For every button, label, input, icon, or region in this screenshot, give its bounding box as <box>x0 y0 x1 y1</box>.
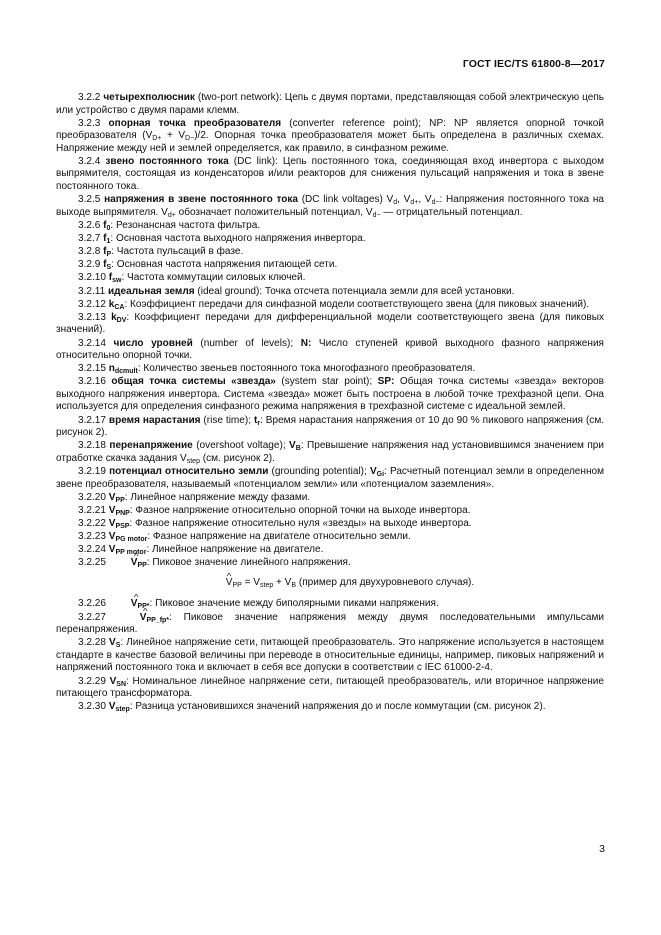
term-3-2-30: 3.2.30 $V_{step}$: Разница установившихся значений напряжения до и после коммутации (см. рисунок 2). <box>78 701 546 714</box>
term-3-2-22: 3.2.22 $V_{PSP}$: Фазное напряжение относительно нуля «звезды» на выходе инвертора. <box>78 517 472 530</box>
term-3-2-13: 3.2.13 $k_{DV}$: Коэффициент передачи для дифференциальной модели соответствующего звена (для пиковых значений). <box>56 311 604 336</box>
term-3-2-20: 3.2.20 $V_{PP}$: Линейное напряжение между фазами. <box>78 491 311 504</box>
term-3-2-28: 3.2.28 $V_S$: Линейное напряжение сети, питающей преобразователь. Это напряжение используется в настоящем стандарте в качестве базовой величины при переводе в относительные единицы, например, пиковых напряжений и напряжений постоянного тока и включает в себя все допуски в соответствии с IEC 61000-2-4. <box>56 637 604 674</box>
term-3-2-21: 3.2.21 $V_{PNP}$: Фазное напряжение относительно опорной точки на выходе инвертора. <box>78 504 471 517</box>
formula-vpp: ^ $V_{PP} = V_{step} + V_B$ (пример для двухуровневого случая). <box>96 577 604 590</box>
term-3-2-8: 3.2.8 $f_P$: Частота пульсаций в фазе. <box>78 246 244 259</box>
term-3-2-4: 3.2.4 звено постоянного тока (DC link): Цепь постоянного тока, соединяющая вход инвертора с выходом выпрямителя, состоящая из конденсаторов и/или реакторов для снижения пульсаций напряжения и тока в звене постоянного тока. <box>56 155 605 193</box>
term-3-2-17: 3.2.17 время нарастания (rise time); $t_r$: Время нарастания напряжения от 10 до 90 % пикового напряжения (см. рисунок 2). <box>56 414 605 439</box>
term-3-2-27: 3.2.27 ^ $V_{PP\_fp*}$: Пиковое значение напряжения между двумя последовательными импульсами перенапряжения. <box>56 612 604 637</box>
term-3-2-16: 3.2.16 общая точка системы «звезда» (system star point); SP: Общая точка системы «звезда» векторов выходного напряжения инвертора. Система «звезда» может быть построена в любой точке трехфазной цепи. Она используется для определения синфазного режима напряжения в трехфазной системе с идеальной землей. <box>56 376 604 413</box>
term-3-2-25: 3.2.25 ^ $V_{PP}$: Пиковое значение линейного напряжения. <box>56 557 604 570</box>
term-3-2-29: 3.2.29 $V_{SN}$: Номинальное линейное напряжение сети, питающей преобразователь, или вторичное напряжение питающего трансформатора. <box>56 675 604 700</box>
term-3-2-9: 3.2.9 $f_S$: Основная частота напряжения питающей сети. <box>78 259 338 272</box>
term-3-2-15: 3.2.15 $n_{dcmult}$: Количество звеньев постоянного тока многофазного преобразователя. <box>78 363 476 376</box>
term-3-2-2: 3.2.2 четырехполюсник (two-port network): Цепь с двумя портами, представляющая собой электрическую цепь или устройство с двумя парами клемм. <box>56 92 604 116</box>
page-header-standard: ГОСТ IEC/TS 61800-8—2017 <box>462 58 605 70</box>
term-3-2-12: 3.2.12 $k_{CA}$: Коэффициент передачи для синфазной модели соответствующего звена (для пиковых значений). <box>78 298 590 311</box>
term-3-2-11: 3.2.11 идеальная земля (ideal ground): Точка отсчета потенциала земли для всей установки. <box>78 285 515 297</box>
page-number: 3 <box>599 843 605 855</box>
term-3-2-18: 3.2.18 перенапряжение (overshoot voltage); $V_B$: Превышение напряжения над установившимся значением при отработке скачка задания $V_{step}$ (см. рисунок 2). <box>56 440 605 465</box>
term-3-2-24: 3.2.24 $V_{PP motor}$: Линейное напряжение на двигателе. <box>78 544 324 557</box>
document-body <box>56 92 604 714</box>
term-3-2-23: 3.2.23 $V_{PG motor}$: Фазное напряжение на двигателе относительно земли. <box>78 531 411 544</box>
term-3-2-10: 3.2.10 $f_{sw}$: Частота коммутации силовых ключей. <box>78 272 306 285</box>
term-3-2-14: 3.2.14 число уровней (number of levels); N: Число ступеней кривой выходного фазного напряжения относительно опорной точки. <box>56 337 604 362</box>
term-3-2-5: 3.2.5 напряжения в звене постоянного тока (DC link voltages) $V_d$, $V_{d+}$, $V_{d-}$: Напряжения постоянного тока на выходе выпрямителя. $V_{d+}$ обозначает положительный потенциал, $V_{d-}$ — отрицательный потенциал. <box>56 194 604 219</box>
term-3-2-26: 3.2.26 ^ $V_{PP*}$: Пиковое значение между биполярными пиками напряжения. <box>56 598 604 611</box>
term-3-2-3: 3.2.3 опорная точка преобразователя (converter reference point); NP: NP является опорной точкой преобразователя $(V_{D+} + V_{D-})/2$. Опорная точка преобразователя может быть определена в различных схемах. Напряжение между ней и землей определяется, как правило, в синфазном режиме. <box>56 117 605 154</box>
term-3-2-6: 3.2.6 $f_0$: Резонансная частота фильтра. <box>78 219 261 232</box>
term-3-2-19: 3.2.19 потенциал относительно земли (grounding potential); $V_{Gi}$: Расчетный потенциал земли в определенном звене преобразователя, называемый «потенциалом земли» или «потенциалом заземления». <box>56 465 604 490</box>
term-3-2-7: 3.2.7 $f_1$: Основная частота выходного напряжения инвертора. <box>78 232 366 245</box>
